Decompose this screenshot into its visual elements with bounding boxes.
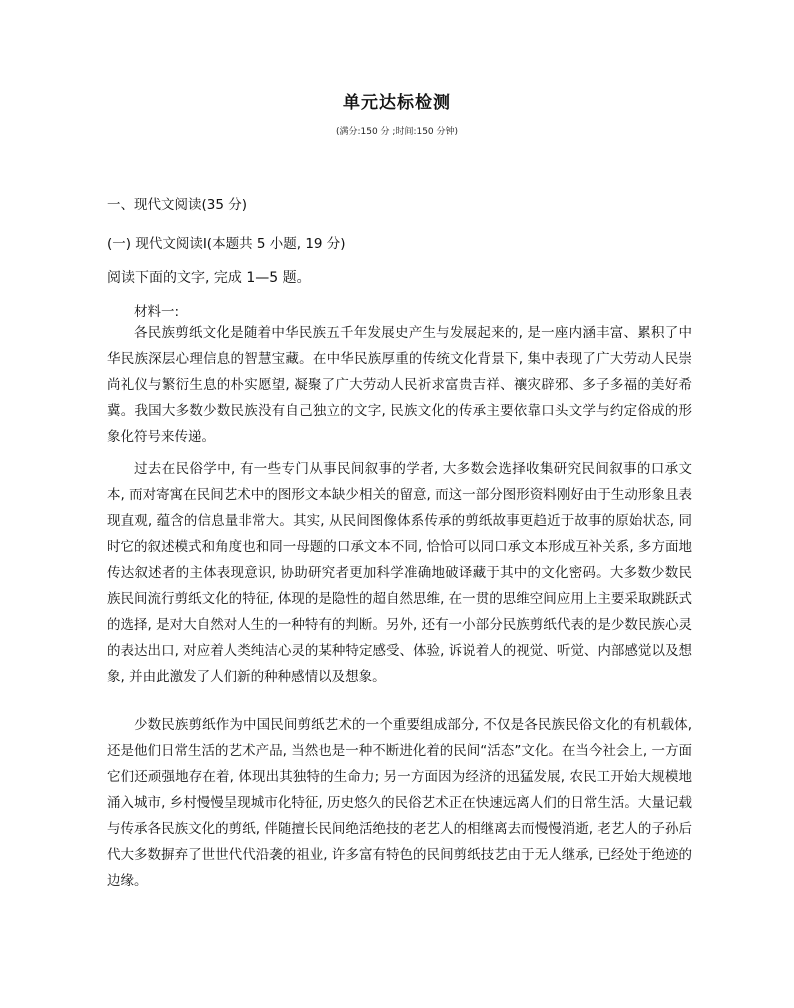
score-time-note: (满分:150 分 ;时间:150 分钟)	[335, 127, 459, 137]
paragraph: 各民族剪纸文化是随着中华民族五千年发展史产生与发展起来的, 是一座内涵丰富、累积了中华民族深层心理信息的智慧宝藏。在中华民族厚重的传统文化背景下, 集中表现了广大劳动人民崇尚礼仪与繁衍生息的朴实愿望, 凝聚了广大劳动人民祈求富贵吉祥、禳灾辟邪、多子多福的美好希冀。我国大多数少数民族没有自己独立的文字, 民族文化的传承主要依靠口头文学与约定俗成的形象化符号来传递。	[107, 325, 692, 445]
paragraph: 过去在民俗学中, 有一些专门从事民间叙事的学者, 大多数会选择收集研究民间叙事的口承文本, 而对寄寓在民间艺术中的图形文本缺少相关的留意, 而这一部分图形资料刚好由于生动形象且表现直观, 蕴含的信息量非常大。其实, 从民间图像体系传承的剪纸故事更趋近于故事的原始状态, 同时它的叙述模式和角度也和同一母题的口承文本不同, 恰恰可以同口承文本形成互补关系, 多方面地传达叙述者的主体表现意识, 协助研究者更加科学准确地破译藏于其中的文化密码。大多数少数民族民间流行剪纸文化的特征, 体现的是隐性的超自然思维, 在一贯的思维空间应用上主要采取跳跃式的选择, 是对大自然对人生的一种特有的判断。另外, 还有一小部分民族剪纸代表的是少数民族心灵的表达出口, 对应着人类纯洁心灵的某种特定感受、体验, 诉说着人的视觉、听觉、内部感觉以及想象, 并由此激发了人们新的种种感情以及想象。	[107, 461, 692, 685]
reading-instruction: 阅读下面的文字, 完成 1—5 题。	[107, 270, 311, 286]
section-heading: 一、现代文阅读(35 分)	[107, 197, 248, 213]
subsection-heading: (一) 现代文阅读Ⅰ(本题共 5 小题, 19 分)	[107, 236, 346, 252]
paragraph: 少数民族剪纸作为中国民间剪纸艺术的一个重要组成部分, 不仅是各民族民俗文化的有机载体, 还是他们日常生活的艺术产品, 当然也是一种不断进化着的民间“活态”文化。在当今社会上, 一方面它们还顽强地存在着, 体现出其独特的生命力; 另一方面因为经济的迅猛发展, 农民工开始大规模地涌入城市, 乡村慢慢呈现城市化特征, 历史悠久的民俗艺术正在快速远离人们的日常生活。大量记载与传承各民族文化的剪纸, 伴随擅长民间绝活绝技的老艺人的相继离去而慢慢消逝, 老艺人的子孙后代大多数摒弃了世世代代沿袭的祖业, 许多富有特色的民间剪纸技艺由于无人继承, 已经处于绝迹的边缘。	[107, 717, 692, 889]
material-label: 材料一:	[134, 304, 180, 320]
page-title: 单元达标检测	[343, 93, 451, 113]
